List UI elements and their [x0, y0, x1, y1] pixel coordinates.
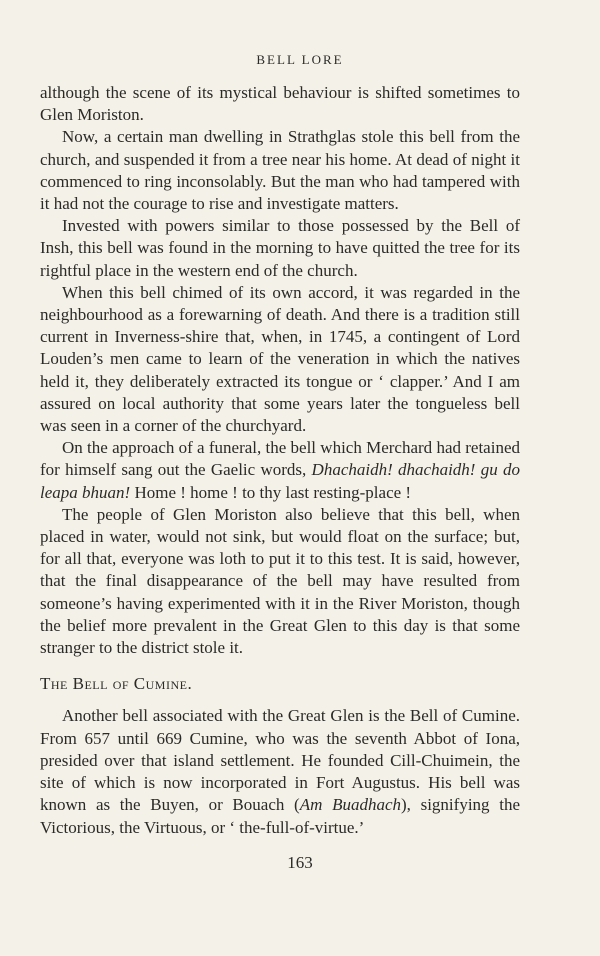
paragraph-insh: Invested with powers similar to those possessed by the Bell of Insh, this bell was found in the morning to have quitted the tree for its rightful place in the western end of the church. [40, 216, 520, 280]
running-head: BELL LORE [256, 52, 344, 67]
section-heading: The Bell of Cumine. [40, 674, 193, 694]
funeral-text-before: On the approach of a funeral, the bell which Merchard had retained for himself sang out the Gaelic words, [40, 438, 520, 480]
cumine-text-before: Another bell associated with the Great Glen is the Bell of Cumine. From 657 until 669 Cumine, who was the seventh Abbot of Iona, presided over that island settlement. He founded Cill-Chuimein, the site of which is now incorporated in Fort Augustus. His bell was known as the Buyen, or Bouach ( [40, 706, 520, 815]
paragraph-funeral [40, 437, 520, 504]
gaelic-name: Am Buadhach [299, 795, 401, 815]
page-number: 163 [287, 853, 313, 872]
paragraph-continuation: although the scene of its mystical behaviour is shifted sometimes to Glen Moriston. [40, 83, 520, 125]
funeral-text-after: Home ! home ! to thy last resting-place ! [130, 482, 412, 502]
paragraph-cumine [40, 705, 520, 838]
body-text [40, 82, 520, 839]
paragraph-glen-moriston: The people of Glen Moriston also believe that this bell, when placed in water, would not sink, but would float on the surface; but, for all that, everyone was loth to put it to this test. It is said, however, that the final disappearance of the bell may have resulted from someone’s having experimented with it in the River Moriston, though the belief more prevalent in the Great Glen to this day is that some stranger to the district stole it. [40, 504, 520, 658]
paragraph-death-omen: When this bell chimed of its own accord, it was regarded in the neighbourhood as a forewarning of death. And there is a tradition still current in Inverness-shire that, when, in 1745, a contingent of Lord Louden’s men came to learn of the veneration in which the natives held it, they deliberately extracted its tongue or ‘ clapper.’ And I am assured on local authority that some years later the tongueless bell was seen in a corner of the churchyard. [40, 282, 520, 436]
cumine-text-after: ), signifying the Victorious, the Virtuous, or ‘ the-full-of-virtue.’ [40, 795, 520, 837]
gaelic-phrase: Dhachaidh! dhachaidh! gu do leapa bhuan! [40, 460, 520, 502]
paragraph-strathglas: Now, a certain man dwelling in Strathglas stole this bell from the church, and suspended it from a tree near his home. At dead of night it commenced to ring inconsolably. But the man who had tampered with it had not the courage to rise and investigate matters. [40, 127, 520, 214]
